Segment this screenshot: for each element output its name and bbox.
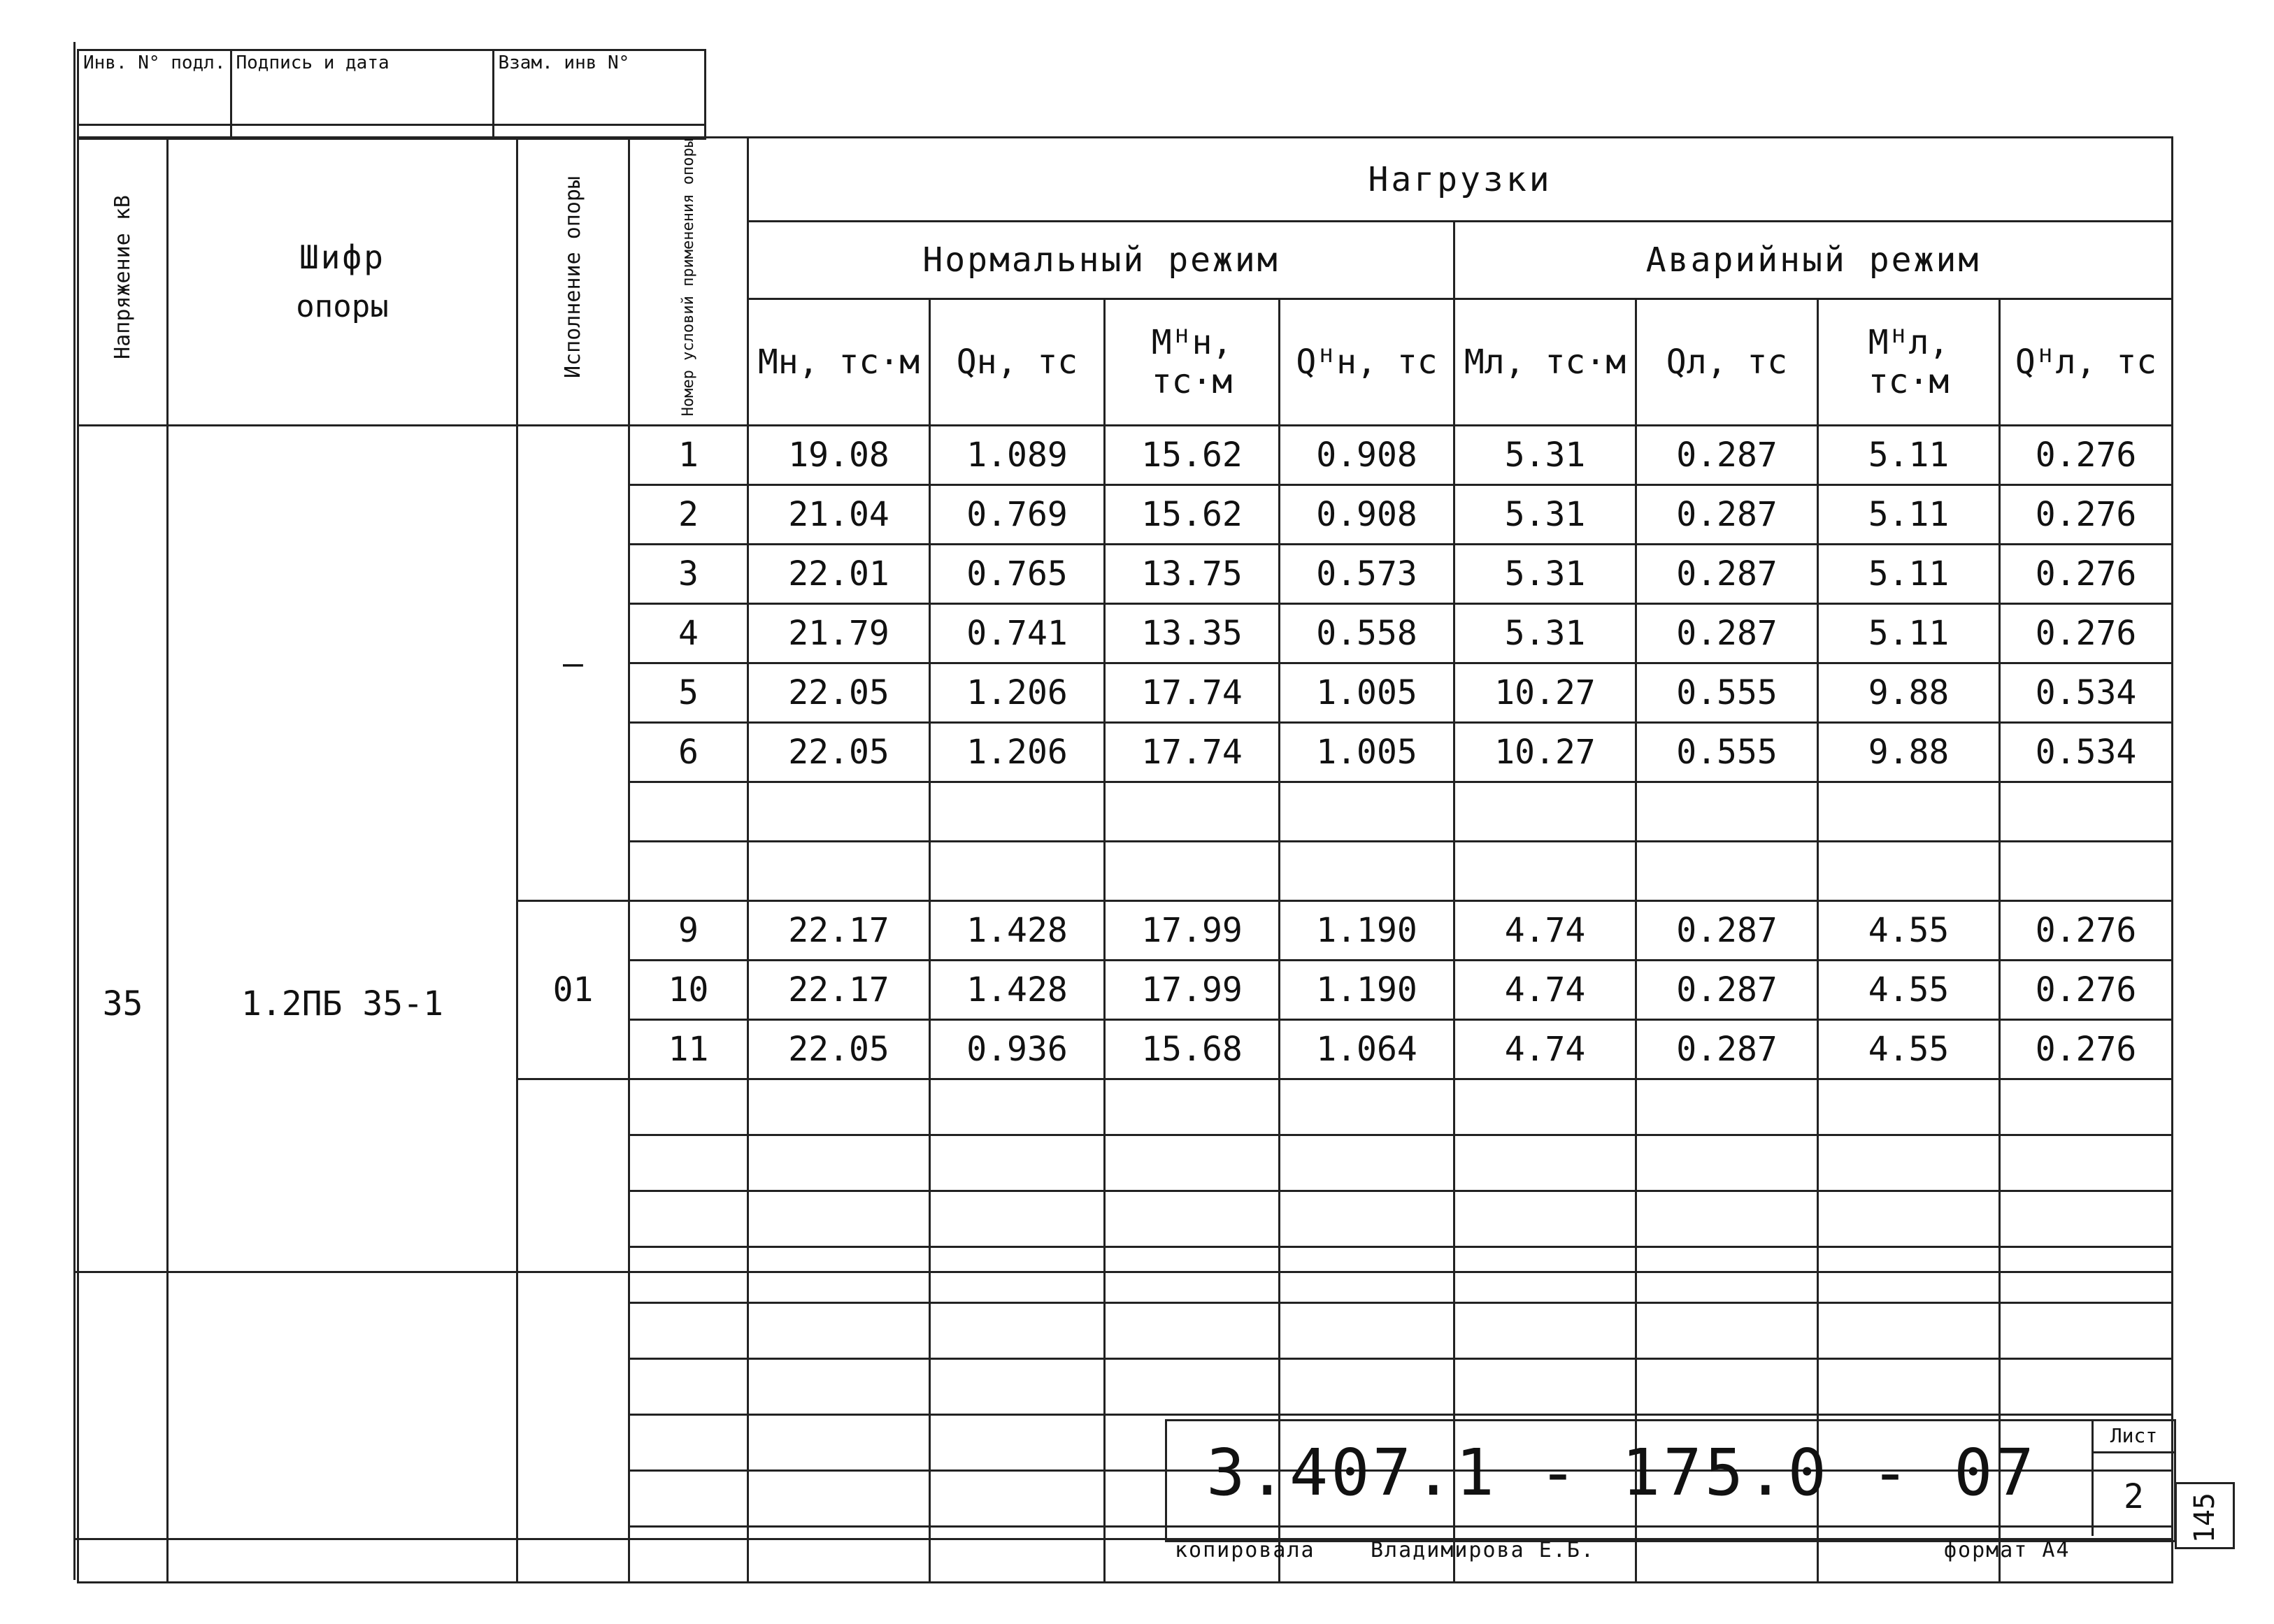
table-cell: 17.99 [1105,961,1280,1020]
table-cell: 5.31 [1454,604,1636,663]
unit-header: Qᴴн, тс [1280,299,1454,426]
table-cell: 0.276 [2000,1020,2173,1079]
stamp-replacement-label: Взам. инв N° [493,50,706,125]
table-cell: 0.276 [2000,901,2173,961]
table-cell: 5.11 [1818,545,2000,604]
stamp-signature-label: Подпись и дата [231,50,493,125]
table-cell: 4.74 [1454,901,1636,961]
table-cell: 19.08 [748,426,930,485]
table-cell: 1.190 [1280,961,1454,1020]
version-header: Исполнение опоры [517,138,629,426]
table-cell: 5.31 [1454,485,1636,545]
table-cell: 0.741 [930,604,1105,663]
table-cell: 4.74 [1454,1020,1636,1079]
unit-header: Mᴴн, тс·м [1105,299,1280,426]
emergency-mode-header: Аварийный режим [1454,222,2173,299]
table-cell: 17.74 [1105,723,1280,782]
table-cell: 0.287 [1636,426,1818,485]
format-label: формат А4 [1944,1538,2071,1562]
table-cell: 21.04 [748,485,930,545]
table-cell: 10.27 [1454,663,1636,723]
condition-number: 1 [629,426,748,485]
condition-number: 3 [629,545,748,604]
normal-mode-header: Нормальный режим [748,222,1454,299]
unit-header: Qн, тс [930,299,1105,426]
table-cell: 1.428 [930,961,1105,1020]
stamp-inventory-label: Инв. N° подл. [78,50,231,125]
table-cell: 0.534 [2000,723,2173,782]
table-cell: 1.428 [930,901,1105,961]
unit-header: Qᴴл, тс [2000,299,2173,426]
table-cell: 1.005 [1280,723,1454,782]
table-cell: 0.936 [930,1020,1105,1079]
condition-number: 4 [629,604,748,663]
table-cell: 5.31 [1454,545,1636,604]
voltage-header: Напряжение кВ [78,138,168,426]
version-value: — [517,426,629,901]
support-code-value: 1.2ПБ 35-1 [168,426,517,1583]
unit-header: Mл, тс·м [1454,299,1636,426]
table-cell: 22.05 [748,1020,930,1079]
unit-header: Mн, тс·м [748,299,930,426]
table-cell: 0.287 [1636,604,1818,663]
unit-header: Mᴴл, тс·м [1818,299,2000,426]
table-cell: 0.573 [1280,545,1454,604]
table-cell: 4.74 [1454,961,1636,1020]
table-cell: 9.88 [1818,723,2000,782]
unit-header: Qл, тс [1636,299,1818,426]
copied-label: копировала [1175,1538,1315,1562]
table-cell: 9.88 [1818,663,2000,723]
table-cell: 0.276 [2000,485,2173,545]
table-cell: 1.089 [930,426,1105,485]
table-cell: 15.68 [1105,1020,1280,1079]
table-cell: 5.11 [1818,426,2000,485]
table-cell: 0.534 [2000,663,2173,723]
code-header [168,138,517,426]
table-cell: 1.206 [930,663,1105,723]
table-cell: 22.17 [748,901,930,961]
table-cell: 5.11 [1818,485,2000,545]
table-cell: 0.558 [1280,604,1454,663]
table-cell: 0.287 [1636,1020,1818,1079]
table-cell: 22.01 [748,545,930,604]
table-cell: 13.75 [1105,545,1280,604]
condition-number: 5 [629,663,748,723]
table-cell: 1.064 [1280,1020,1454,1079]
table-cell: 5.31 [1454,426,1636,485]
table-cell: 22.05 [748,723,930,782]
table-cell: 0.276 [2000,426,2173,485]
sheet-number: 2 [2124,1477,2144,1516]
table-cell: 17.99 [1105,901,1280,961]
table-cell: 0.287 [1636,545,1818,604]
approval-stamp [77,49,706,140]
table-cell: 0.276 [2000,961,2173,1020]
condition-number: 6 [629,723,748,782]
table-cell: 13.35 [1105,604,1280,663]
condition-number: 9 [629,901,748,961]
table-cell: 22.05 [748,663,930,723]
page-number: 145 [2189,1493,2221,1544]
sheet-label: Лист [2094,1424,2174,1453]
table-cell: 10.27 [1454,723,1636,782]
table-cell: 0.276 [2000,604,2173,663]
table-cell: 0.769 [930,485,1105,545]
condition-header: Номер условий применения опоры [629,138,748,426]
code-header-line1: Шифр [299,238,385,277]
table-cell: 5.11 [1818,604,2000,663]
table-cell: 17.74 [1105,663,1280,723]
table-cell: 0.908 [1280,426,1454,485]
table-cell: 4.55 [1818,901,2000,961]
table-cell: 15.62 [1105,426,1280,485]
title-block [1165,1419,2176,1542]
table-cell: 4.55 [1818,1020,2000,1079]
table-cell: 0.908 [1280,485,1454,545]
page-number-box [2175,1482,2235,1549]
table-cell: 0.287 [1636,961,1818,1020]
version-value: 01 [517,901,629,1079]
table-cell: 21.79 [748,604,930,663]
left-margin-line [73,42,76,1580]
condition-number: 10 [629,961,748,1020]
table-cell: 0.555 [1636,723,1818,782]
loads-table [77,136,2171,1272]
table-cell: 0.765 [930,545,1105,604]
table-cell: 22.17 [748,961,930,1020]
voltage-value: 35 [78,426,168,1583]
table-cell: 0.276 [2000,545,2173,604]
condition-number: 2 [629,485,748,545]
condition-number: 11 [629,1020,748,1079]
table-cell: 1.206 [930,723,1105,782]
copied-by: Владимирова Е.Б. [1371,1538,1595,1562]
table-cell: 0.287 [1636,485,1818,545]
code-header-line2: опоры [296,289,389,325]
table-cell: 0.287 [1636,901,1818,961]
table-cell: 0.555 [1636,663,1818,723]
table-cell: 1.190 [1280,901,1454,961]
table-cell: 4.55 [1818,961,2000,1020]
table-cell: 15.62 [1105,485,1280,545]
sheet-box [2091,1421,2174,1536]
document-code: 3.407.1 - 175.0 - 07 [1206,1435,2037,1510]
loads-header: Нагрузки [748,138,2173,222]
table-cell: 1.005 [1280,663,1454,723]
